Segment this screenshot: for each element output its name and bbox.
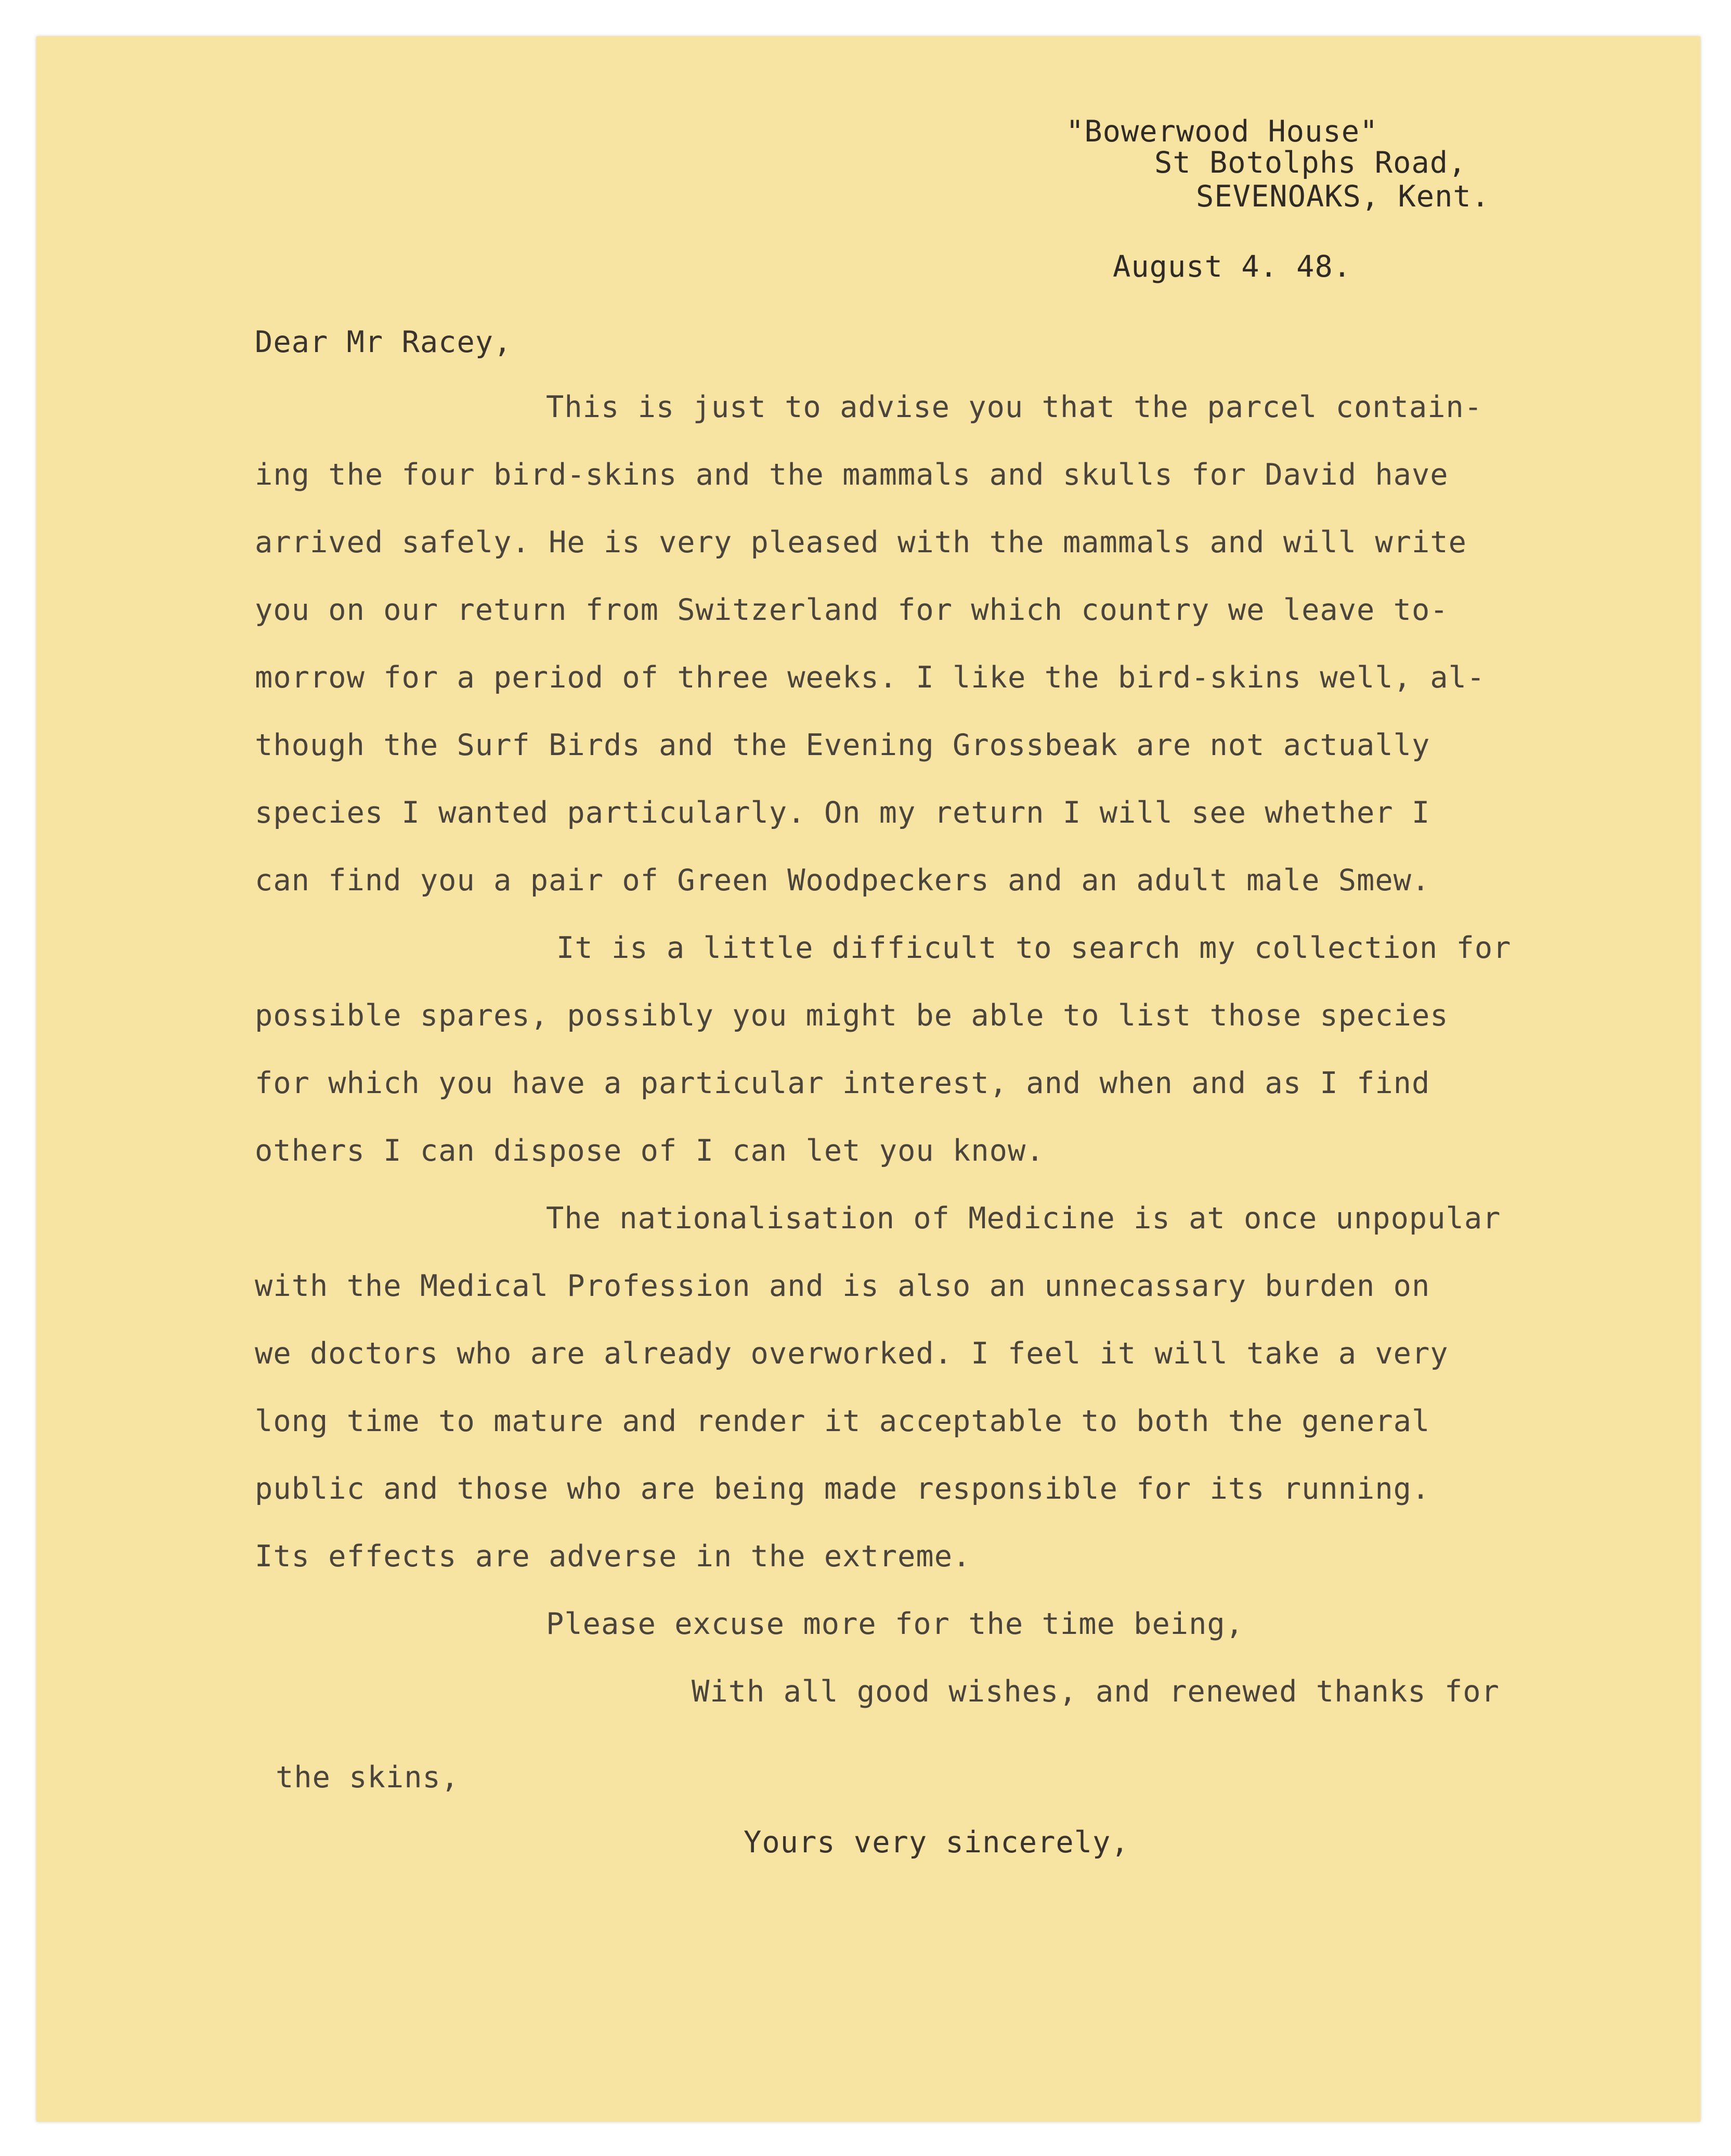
- address-line-1: "Bowerwood House": [1066, 114, 1378, 149]
- body-line: species I wanted particularly. On my return I will see whether I: [255, 796, 1430, 830]
- body-line: with the Medical Profession and is also an unnecassary burden on: [255, 1269, 1430, 1303]
- body-line: ing the four bird-skins and the mammals and skulls for David have: [255, 458, 1449, 492]
- body-line: With all good wishes, and renewed thanks for: [692, 1674, 1500, 1709]
- body-line: long time to mature and render it acceptable to both the general: [255, 1404, 1430, 1438]
- salutation: Dear Mr Racey,: [255, 325, 512, 359]
- body-line: Its effects are adverse in the extreme.: [255, 1539, 971, 1574]
- body-line: for which you have a particular interest, and when and as I find: [255, 1066, 1430, 1100]
- body-line: The nationalisation of Medicine is at once unpopular: [546, 1201, 1501, 1236]
- address-line-2: St Botolphs Road,: [1154, 146, 1467, 180]
- body-line: possible spares, possibly you might be able to list those species: [255, 998, 1449, 1033]
- address-line-3: SEVENOAKS, Kent.: [1196, 179, 1490, 214]
- body-line: you on our return from Switzerland for which country we leave to-: [255, 593, 1449, 627]
- body-line: public and those who are being made responsible for its running.: [255, 1472, 1430, 1506]
- letter-sheet: [36, 36, 1700, 2122]
- body-line: morrow for a period of three weeks. I like the bird-skins well, al-: [255, 660, 1486, 695]
- body-line: the skins,: [276, 1760, 460, 1795]
- body-line: Please excuse more for the time being,: [546, 1607, 1244, 1641]
- closing: Yours very sincerely,: [744, 1825, 1129, 1860]
- body-line: we doctors who are already overworked. I feel it will take a very: [255, 1336, 1449, 1371]
- body-line: It is a little difficult to search my collection for: [556, 931, 1512, 965]
- body-line: can find you a pair of Green Woodpeckers and an adult male Smew.: [255, 863, 1430, 898]
- body-line: others I can dispose of I can let you know.: [255, 1134, 1045, 1168]
- letter-date: August 4. 48.: [1113, 250, 1352, 284]
- body-line: arrived safely. He is very pleased with the mammals and will write: [255, 525, 1467, 560]
- body-line: though the Surf Birds and the Evening Grossbeak are not actually: [255, 728, 1430, 762]
- body-line: This is just to advise you that the parcel contain-: [546, 390, 1483, 424]
